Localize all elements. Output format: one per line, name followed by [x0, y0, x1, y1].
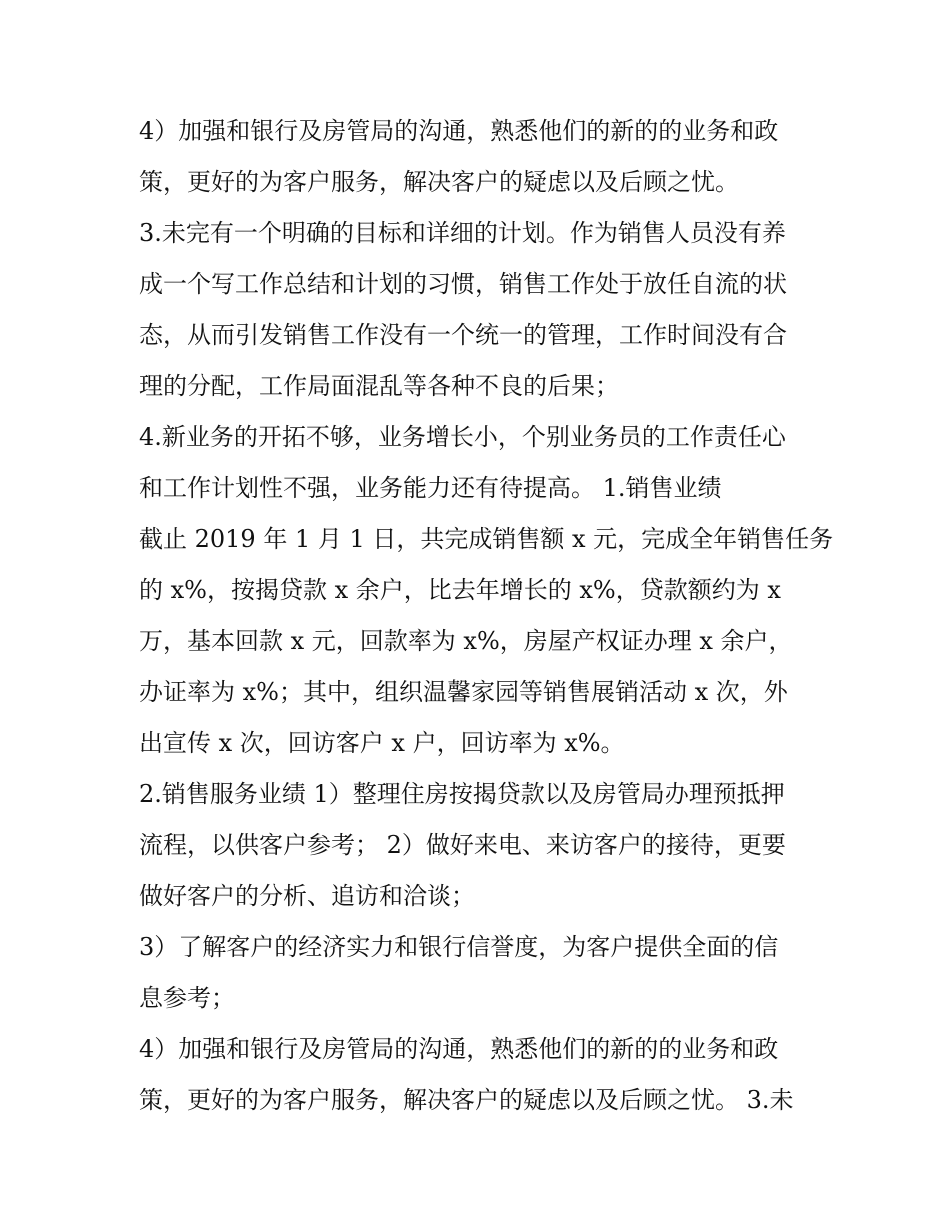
text-line: 息参考； — [139, 984, 235, 1012]
text-line: 策，更好的为客户服务，解决客户的疑虑以及后顾之忧。 — [139, 168, 739, 196]
text-line: 4.新业务的开拓不够，业务增长小，个别业务员的工作责任心 — [139, 423, 786, 451]
text-line: 办证率为 x%；其中，组织温馨家园等销售展销活动 x 次，外 — [139, 678, 788, 706]
text-line: 理的分配，工作局面混乱等各种不良的后果； — [139, 372, 619, 400]
text-line: 截止 2019 年 1 月 1 日，共完成销售额 x 元，完成全年销售任务 — [139, 525, 834, 553]
text-line: 策，更好的为客户服务，解决客户的疑虑以及后顾之忧。 3.未 — [139, 1086, 794, 1114]
text-line: 出宣传 x 次，回访客户 x 户，回访率为 x%。 — [139, 729, 625, 757]
text-line: 4）加强和银行及房管局的沟通，熟悉他们的新的的业务和政 — [139, 1035, 779, 1063]
text-line: 态，从而引发销售工作没有一个统一的管理，工作时间没有合 — [139, 321, 787, 349]
text-line: 成一个写工作总结和计划的习惯，销售工作处于放任自流的状 — [139, 270, 787, 298]
text-line: 万，基本回款 x 元，回款率为 x%，房屋产权证办理 x 余户， — [139, 627, 793, 655]
text-line: 和工作计划性不强，业务能力还有待提高。 1.销售业绩 — [139, 474, 722, 502]
text-line: 3）了解客户的经济实力和银行信誉度，为客户提供全面的信 — [139, 933, 779, 961]
text-line: 2.销售服务业绩 1）整理住房按揭贷款以及房管局办理预抵押 — [139, 780, 785, 808]
text-line: 的 x%，按揭贷款 x 余户，比去年增长的 x%，贷款额约为 x — [139, 576, 781, 604]
text-line: 流程，以供客户参考； 2）做好来电、来访客户的接待，更要 — [139, 831, 786, 859]
text-line: 做好客户的分析、追访和洽谈； — [139, 882, 475, 910]
text-line: 4）加强和银行及房管局的沟通，熟悉他们的新的的业务和政 — [139, 117, 779, 145]
text-line: 3.未完有一个明确的目标和详细的计划。作为销售人员没有养 — [139, 219, 786, 247]
document-body — [139, 106, 839, 1126]
